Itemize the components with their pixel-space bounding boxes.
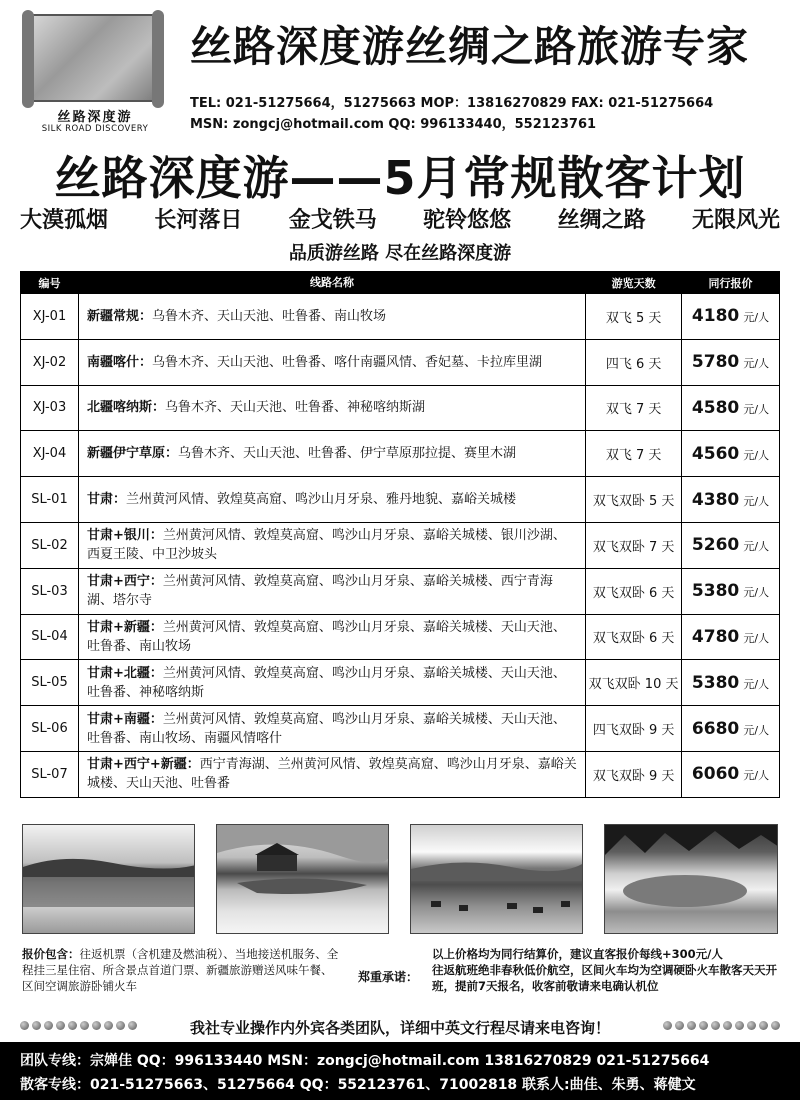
route-description [78, 385, 585, 431]
route-region: 甘肃+北疆： [86, 665, 163, 681]
slogan: 金戈铁马 [288, 208, 377, 233]
price-value: 5380 [691, 581, 740, 602]
grassland-cattle-art [411, 825, 583, 934]
header-code: 编号 [21, 272, 79, 294]
price-unit: 元/人 [743, 357, 770, 371]
brand-title: 丝路深度游丝绸之路旅游专家 [190, 22, 750, 71]
route-description [78, 294, 585, 340]
price-unit: 元/人 [743, 402, 770, 416]
slogan: 长河落日 [154, 208, 243, 233]
route-price-table [20, 271, 780, 798]
table-body [21, 294, 780, 798]
route-region: 甘肃： [86, 492, 126, 508]
table-row [21, 339, 780, 385]
photo-strip [22, 824, 778, 934]
price-unit: 元/人 [743, 540, 770, 554]
price-value: 6060 [691, 764, 740, 785]
price-value: 4180 [691, 306, 740, 327]
route-description [78, 706, 585, 752]
route-stops: 乌鲁木齐、天山天池、吐鲁番、神秘喀纳斯湖 [164, 400, 425, 416]
tour-days: 双飞 7 天 [586, 431, 682, 477]
crescent-lake-desert-photo [216, 824, 389, 934]
table-row [21, 751, 780, 797]
table-row [21, 431, 780, 477]
grassland-cattle-photo [410, 824, 583, 934]
route-description [78, 477, 585, 523]
route-region: 甘肃+南疆： [86, 711, 163, 727]
route-stops: 兰州黄河风情、敦煌莫高窟、鸣沙山月牙泉、嘉峪关城楼、银川沙湖、西夏王陵、中卫沙坡头 [86, 528, 566, 563]
crescent-lake-art [217, 825, 389, 934]
price-unit: 元/人 [743, 586, 770, 600]
route-region: 新疆伊宁草原： [86, 446, 178, 462]
header-price: 同行报价 [682, 272, 780, 294]
tour-days: 双飞双卧 6 天 [586, 568, 682, 614]
promise-text: 往返航班绝非春秋低价航空，区间火车均为空调硬卧火车散客天天开班，提前7天报名，收客前敬请来电确认机位 [432, 963, 777, 993]
header-days: 游览天数 [586, 272, 682, 294]
header-route: 线路名称 [78, 272, 585, 294]
price-value: 5380 [691, 672, 740, 693]
price-unit: 元/人 [743, 769, 770, 783]
route-code: XJ-03 [21, 385, 79, 431]
table-row [21, 660, 780, 706]
contact-phone-line: TEL: 021-51275664，51275663 MOP：13816270829 FAX: 021-51275664 [190, 96, 714, 111]
route-code: SL-01 [21, 477, 79, 523]
route-region: 新疆常规： [86, 308, 152, 324]
price-unit: 元/人 [743, 311, 770, 325]
table-row [21, 706, 780, 752]
contact-msn-qq-line: MSN: zongcj@hotmail.com QQ: 996133440，552123761 [190, 117, 597, 132]
route-region: 北疆喀纳斯： [86, 400, 165, 416]
route-region: 甘肃+西宁： [86, 574, 163, 590]
price-unit: 元/人 [743, 448, 770, 462]
route-region: 甘肃+新疆： [86, 619, 163, 635]
price-value: 4780 [691, 626, 740, 647]
service-banner [20, 1016, 780, 1036]
includes-label: 报价包含： [22, 947, 80, 961]
peer-price [682, 522, 780, 568]
team-hotline: 团队专线：宗婵佳 QQ：996133440 MSN：zongcj@hotmail.com 13816270829 021-51275664 [20, 1053, 710, 1069]
peer-price [682, 385, 780, 431]
alpine-lake-forest-photo [604, 824, 778, 934]
table-row [21, 522, 780, 568]
slogan: 大漠孤烟 [20, 208, 109, 233]
table-row [21, 385, 780, 431]
route-stops: 乌鲁木齐、天山天池、吐鲁番、喀什南疆风情、香妃墓、卡拉库里湖 [151, 354, 542, 370]
tour-days: 双飞 7 天 [586, 385, 682, 431]
peer-price [682, 431, 780, 477]
route-code: SL-02 [21, 522, 79, 568]
logo [20, 10, 170, 135]
price-unit: 元/人 [743, 677, 770, 691]
tour-days: 双飞双卧 5 天 [586, 477, 682, 523]
route-stops: 兰州黄河风情、敦煌莫高窟、鸣沙山月牙泉、嘉峪关城楼、西宁青海湖、塔尔寺 [86, 574, 553, 609]
peer-price [682, 660, 780, 706]
individual-hotline: 散客专线：021-51275663、51275664 QQ：552123761、71002818 联系人:曲佳、朱勇、蒋健文 [20, 1077, 696, 1093]
route-description [78, 339, 585, 385]
route-description [78, 614, 585, 660]
tour-days: 双飞双卧 10 天 [586, 660, 682, 706]
price-value: 5780 [691, 352, 740, 373]
route-stops: 兰州黄河风情、敦煌莫高窟、鸣沙山月牙泉、嘉峪关城楼、天山天池、吐鲁番、南山牧场、南疆风情喀什 [86, 711, 566, 746]
footer [0, 1042, 800, 1100]
route-stops: 兰州黄河风情、敦煌莫高窟、鸣沙山月牙泉、嘉峪关城楼、天山天池、吐鲁番、南山牧场 [86, 619, 566, 654]
peer-price [682, 614, 780, 660]
slogan: 丝绸之路 [557, 208, 646, 233]
route-stops: 乌鲁木齐、天山天池、吐鲁番、南山牧场 [151, 308, 386, 324]
slogan: 驼铃悠悠 [423, 208, 512, 233]
tour-days: 四飞双卧 9 天 [586, 706, 682, 752]
price-note: 以上价格均为同行结算价，建议直客报价每线+300元/人 [432, 947, 723, 961]
price-value: 6680 [691, 718, 740, 739]
peer-price [682, 568, 780, 614]
price-value: 4580 [691, 397, 740, 418]
lake-landscape-photo [22, 824, 195, 934]
route-stops: 兰州黄河风情、敦煌莫高窟、鸣沙山月牙泉、嘉峪关城楼、天山天池、吐鲁番、神秘喀纳斯 [86, 665, 566, 700]
price-value: 5260 [691, 535, 740, 556]
peer-price [682, 477, 780, 523]
route-region: 甘肃+西宁+新疆： [86, 757, 200, 773]
tour-days: 双飞双卧 9 天 [586, 751, 682, 797]
price-includes-note [22, 946, 340, 994]
route-code: XJ-02 [21, 339, 79, 385]
route-code: XJ-01 [21, 294, 79, 340]
subtitle: 品质游丝路 尽在丝路深度游 [288, 243, 512, 264]
main-title: 丝路深度游——5月常规散客计划 [54, 151, 746, 205]
peer-price [682, 706, 780, 752]
decorative-dots-right [663, 1021, 780, 1031]
tour-days: 双飞双卧 6 天 [586, 614, 682, 660]
tour-days: 四飞 6 天 [586, 339, 682, 385]
route-region: 甘肃+银川： [86, 528, 163, 544]
route-description [78, 522, 585, 568]
route-code: SL-04 [21, 614, 79, 660]
logo-en-text: SILK ROAD DISCOVERY [41, 124, 149, 134]
logo-cn-text: 丝路深度游 [57, 110, 133, 125]
route-code: XJ-04 [21, 431, 79, 477]
route-description [78, 660, 585, 706]
table-row [21, 294, 780, 340]
route-code: SL-07 [21, 751, 79, 797]
peer-price [682, 294, 780, 340]
route-region: 南疆喀什： [86, 354, 152, 370]
lake-landscape-art [23, 825, 195, 934]
route-code: SL-06 [21, 706, 79, 752]
route-code: SL-03 [21, 568, 79, 614]
price-unit: 元/人 [743, 631, 770, 645]
price-value: 4560 [691, 443, 740, 464]
route-description [78, 751, 585, 797]
includes-text: 往返机票（含机建及燃油税）、当地接送机服务、全程挂三星住宿、所含景点首道门票、新疆旅游赠送风味午餐、区间空调旅游卧铺火车 [22, 947, 339, 993]
route-stops: 西宁青海湖、兰州黄河风情、敦煌莫高窟、鸣沙山月牙泉、嘉峪关城楼、天山天池、吐鲁番 [86, 757, 577, 792]
table-row [21, 614, 780, 660]
slogan-row [20, 203, 780, 234]
peer-price [682, 751, 780, 797]
route-stops: 兰州黄河风情、敦煌莫高窟、鸣沙山月牙泉、雅丹地貌、嘉峪关城楼 [125, 492, 516, 508]
silk-road-map-scroll-icon [28, 14, 158, 102]
tour-days: 双飞 5 天 [586, 294, 682, 340]
route-description [78, 431, 585, 477]
table-header-row [21, 272, 780, 294]
alpine-lake-art [605, 825, 778, 934]
price-value: 4380 [691, 489, 740, 510]
route-description [78, 568, 585, 614]
peer-price [682, 339, 780, 385]
slogan: 无限风光 [691, 208, 780, 233]
table-row [21, 477, 780, 523]
route-stops: 乌鲁木齐、天山天池、吐鲁番、伊宁草原那拉提、赛里木湖 [177, 446, 516, 462]
tour-days: 双飞双卧 7 天 [586, 522, 682, 568]
price-unit: 元/人 [743, 723, 770, 737]
route-code: SL-05 [21, 660, 79, 706]
table-row [21, 568, 780, 614]
promise-label: 郑重承诺： [358, 970, 419, 984]
service-banner-text: 我社专业操作内外宾各类团队，详细中英文行程尽请来电咨询！ [189, 1019, 610, 1037]
price-unit: 元/人 [743, 494, 770, 508]
header [0, 0, 800, 140]
